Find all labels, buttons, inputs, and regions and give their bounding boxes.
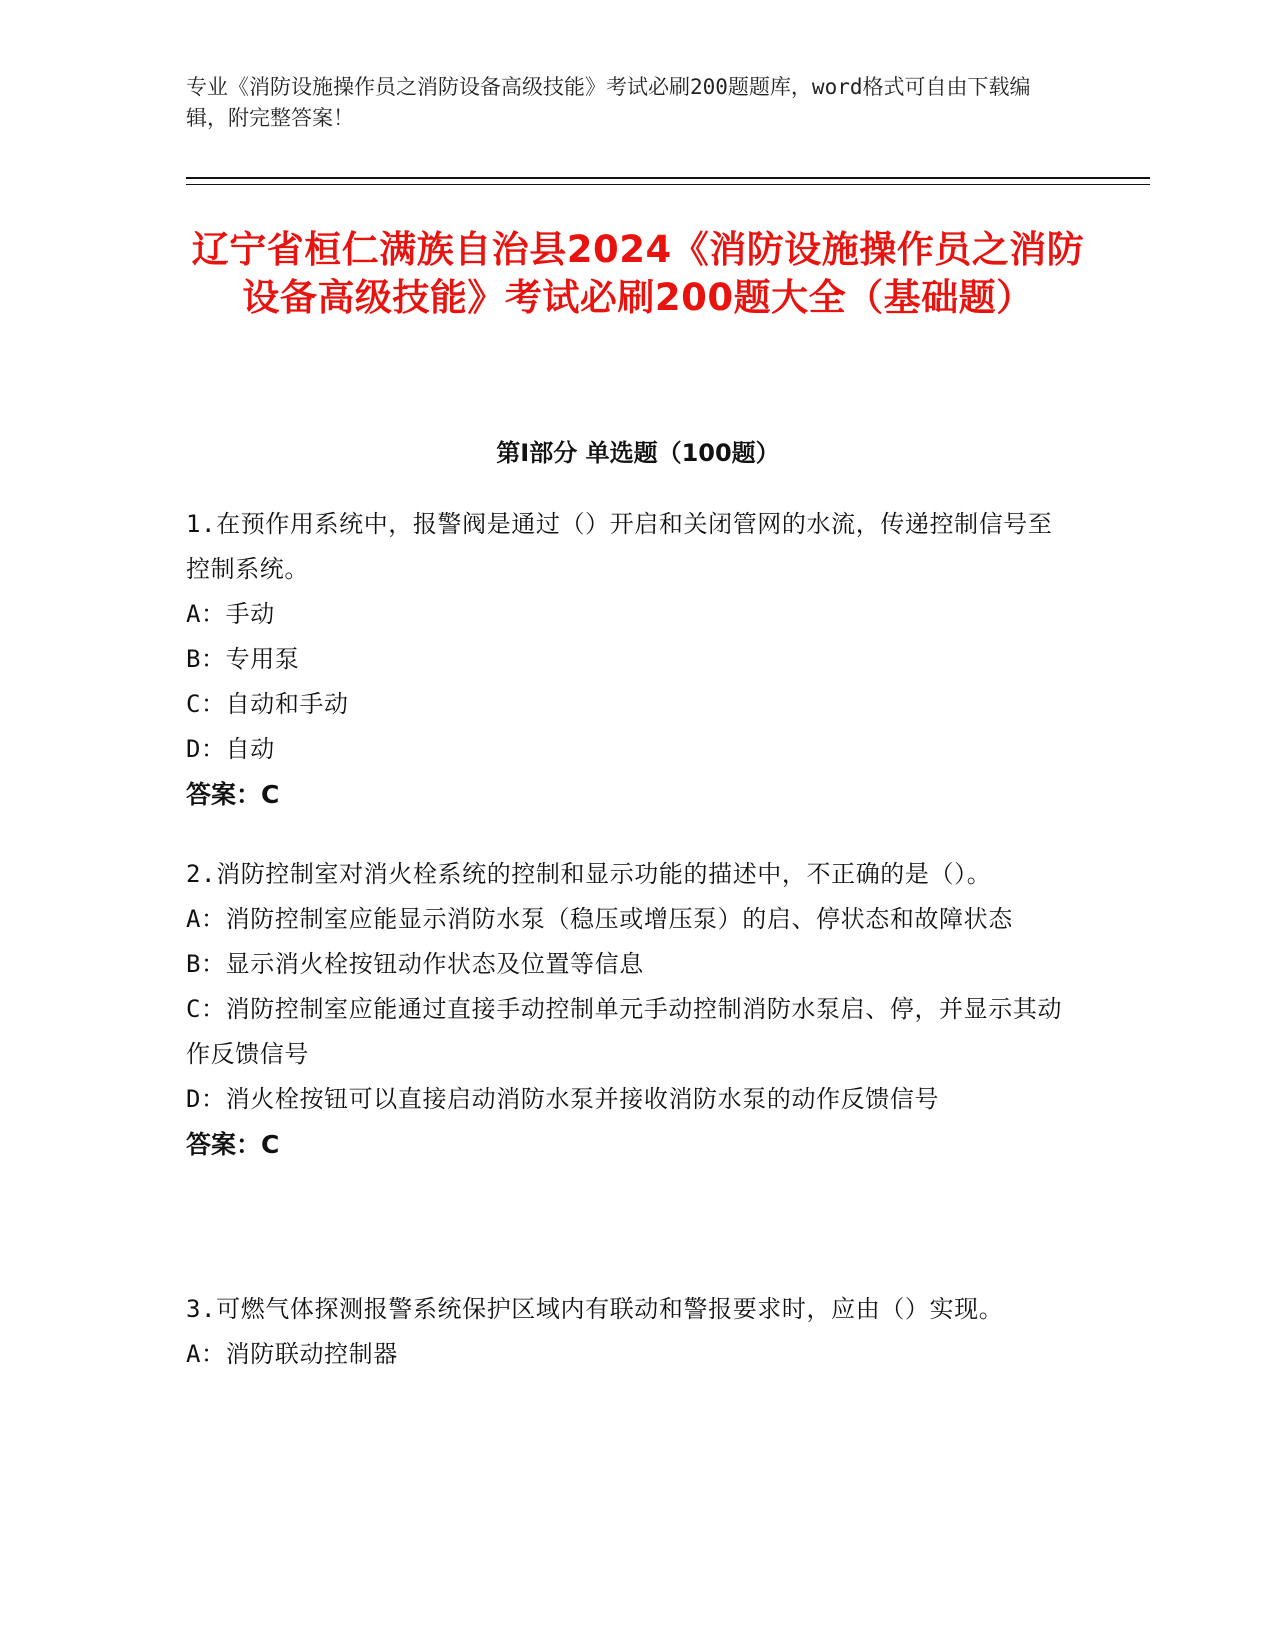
question-3 xyxy=(186,1287,1076,1377)
section-title: 第Ⅰ部分 单选题（100题） xyxy=(496,439,780,467)
option-a: A：消防联动控制器 xyxy=(186,1340,398,1368)
option-a: A：消防控制室应能显示消防水泵（稳压或增压泵）的启、停状态和故障状态 xyxy=(186,905,1013,933)
question-text: 1.在预作用系统中，报警阀是通过（）开启和关闭管网的水流，传递控制信号至控制系统。 xyxy=(186,510,1053,583)
header-rule-thick xyxy=(186,177,1150,179)
option-d: D：消火栓按钮可以直接启动消防水泵并接收消防水泵的动作反馈信号 xyxy=(186,1085,940,1113)
option-b: B：专用泵 xyxy=(186,645,300,673)
question-text: 3.可燃气体探测报警系统保护区域内有联动和警报要求时，应由（）实现。 xyxy=(186,1295,1004,1323)
option-c: C：消防控制室应能通过直接手动控制单元手动控制消防水泵启、停，并显示其动作反馈信号 xyxy=(186,995,1063,1068)
option-d: D：自动 xyxy=(186,735,275,763)
option-a: A：手动 xyxy=(186,600,275,628)
question-1 xyxy=(186,502,1076,817)
header-note: 专业《消防设施操作员之消防设备高级技能》考试必刷200题题库，word格式可自由下载编辑，附完整答案！ xyxy=(186,75,1031,130)
answer: 答案：C xyxy=(186,1130,280,1159)
option-c: C：自动和手动 xyxy=(186,690,349,718)
answer: 答案：C xyxy=(186,780,280,809)
question-text: 2.消防控制室对消火栓系统的控制和显示功能的描述中，不正确的是（）。 xyxy=(186,860,992,888)
document-title: 辽宁省桓仁满族自治县2024《消防设施操作员之消防设备高级技能》考试必刷200题大全（基础题） xyxy=(191,228,1085,319)
question-2 xyxy=(186,852,1076,1167)
header-rule-thin xyxy=(186,184,1150,185)
option-b: B：显示消火栓按钮动作状态及位置等信息 xyxy=(186,950,644,978)
